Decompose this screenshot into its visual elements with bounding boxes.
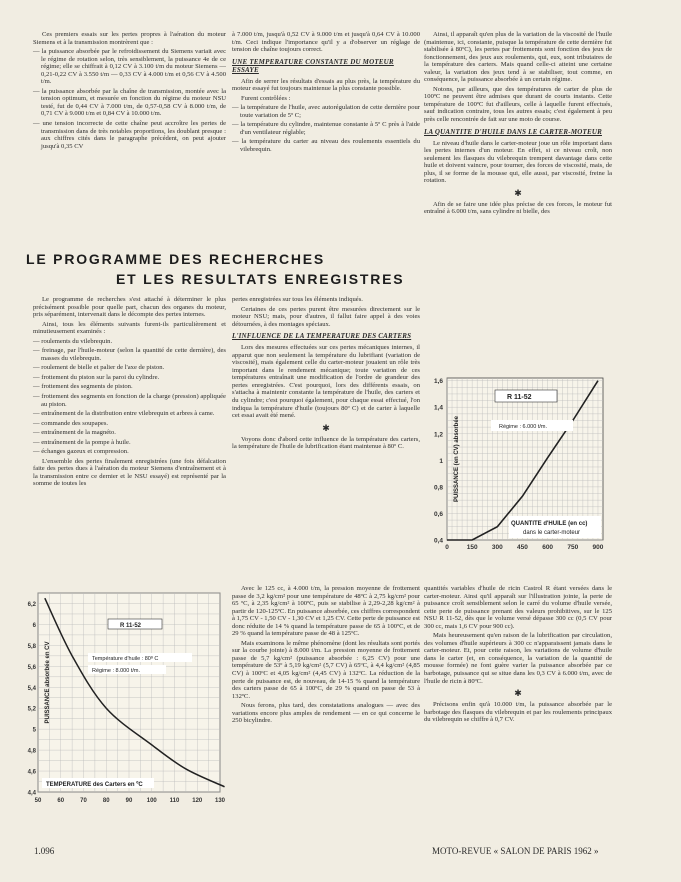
list-item: — entraînement de la magnéto. bbox=[33, 429, 116, 437]
oil-quantity-chart-svg bbox=[413, 368, 613, 560]
y-tick-label: 5,8 bbox=[27, 643, 36, 650]
paragraph: — la puissance absorbée par la chaîne de transmission, montée avec la tension optimum, et mesurée en fonction du régime du moteur NSU testé, fut de 0,44 CV à 7.000 t/m, de 0,57-0,58 CV à 8.000 t/m, de 0,71 CV à 9.000 t/m et 0,84 CV à 10.000 t/m. bbox=[33, 87, 226, 118]
y-tick-label: 5,2 bbox=[27, 706, 36, 713]
paragraph: Mais heureusement qu'en raison de la lubrification par circulation, des volumes d'huile supérieurs à 300 cc n'apparaissent jamais dans le carter-moteur. Et, pour cette raison, les variations de volume d'huile dans le carter (et, en conséquence, la variation de la quantité de mousse formée) ne font guère varier la puissance absorbée par ce barbotage, puissance qui se situe dans les 0,3 CV à 6.000 t/m, avec de l'huile de ricin à 80ºC. bbox=[424, 632, 612, 685]
x-axis-label: TEMPERATURE des Carters en ºC bbox=[46, 782, 143, 788]
x-tick-label: 600 bbox=[542, 544, 554, 551]
paragraph: L'ensemble des pertes finalement enregistrées (une fois défalcation faite des pertes dues à l'aération du moteur Siemens d'entraînement et à la transmission entre ce dernier et le NSU essayé) est représenté par la somme de toutes les bbox=[33, 457, 226, 488]
list-item: — roulements du vilebrequin. bbox=[33, 337, 113, 345]
paragraph: Voyons donc d'abord cette influence de la température des carters, la température de l'huile de lubrification étant maintenue à 80º C. bbox=[232, 435, 420, 451]
paragraph: Ainsi, tous les éléments suivants furent-ils particulièrement et minutieusement examinés : bbox=[33, 320, 226, 336]
y-tick-label: 6 bbox=[32, 622, 36, 629]
col2-bottom bbox=[232, 585, 420, 725]
model-label: R 11-52 bbox=[120, 623, 142, 629]
paragraph: Certaines de ces pertes purent être mesurées directement sur le moteur NSU; mais, pour d'autres, il fallut faire appel à des voies détournées, à des montages spéciaux. bbox=[232, 305, 420, 328]
star-separator: ✱ bbox=[322, 422, 330, 433]
y-tick-label: 1,6 bbox=[433, 378, 443, 386]
paragraph: — la température de l'huile, avec autorégulation de cette dernière pour toute variation de 5º C; bbox=[232, 104, 420, 119]
list-item: — frottement du piston sur la paroi du cylindre. bbox=[33, 373, 160, 381]
y-tick-label: 4,4 bbox=[27, 790, 36, 797]
crankcase-temp-chart-svg bbox=[22, 587, 227, 809]
section-heading: LA QUANTITE D'HUILE DANS LE CARTER-MOTEUR bbox=[424, 127, 602, 136]
x-tick-label: 110 bbox=[169, 798, 180, 804]
paragraph: Le niveau d'huile dans le carter-moteur joue un rôle important dans les pertes internes d'un moteur. En effet, si ce niveau croît, non seulement les flasques du vilebrequin trempent davantage dans cette huile et doivent vaincre, pour tourner, des forces de viscosité, mais, de plus, il se forme de la mousse qui, elle aussi, par viscosité, freine la rotation. bbox=[424, 139, 612, 185]
paragraph: Notons, par ailleurs, que des températures de carter de plus de 100ºC ne peuvent être admises que durant de courts instants. Cette température de 100ºC fut d'ailleurs, celle à laquelle furent effectués, sauf indication contraire, tous les autres essais; c'est également à peu près celle rencontrée de fait sur une moto de course. bbox=[424, 85, 612, 124]
x-tick-label: 900 bbox=[592, 544, 604, 551]
oil-temp-label: Température d'huile : 80º C bbox=[92, 656, 159, 662]
paragraph: Afin de serrer les résultats d'essais au plus près, la température du moteur essayé fut toujours maintenue la plus constante possible. bbox=[232, 77, 420, 93]
y-tick-label: 0,4 bbox=[433, 537, 443, 545]
list-item: — roulement de bielle et palier de l'axe de piston. bbox=[33, 364, 165, 372]
section-heading: L'INFLUENCE DE LA TEMPERATURE DES CARTERS bbox=[232, 332, 412, 341]
paragraph: Ainsi, il apparaît qu'en plus de la variation de la viscosité de l'huile (maintenue, ici, constante, puisque la température de cette dernière fut stabilisée à 80ºC), les pertes par frottements sont fonction des jeux de fonctionnement, des jeux aux roulements, qui, eux, sont tributaires de la température des carters. Mais quand celle-ci atteint une certaine valeur, la variation des jeux tend à se stabiliser, tout comme, en conséquence, la puissance absorbée à un certain régime. bbox=[424, 31, 612, 84]
x-tick-label: 750 bbox=[567, 544, 579, 551]
paragraph: — la température du carter au niveau des roulements essentiels du vilebrequin. bbox=[232, 138, 420, 154]
x-tick-label: 130 bbox=[214, 798, 226, 804]
star-separator: ✱ bbox=[514, 688, 522, 699]
x-tick-label: 450 bbox=[517, 544, 528, 551]
y-tick-label: 5,4 bbox=[27, 685, 36, 692]
article-title-line1: LE PROGRAMME DES RECHERCHES bbox=[26, 251, 326, 267]
list-item: — commande des soupapes. bbox=[33, 419, 109, 427]
col1-top bbox=[33, 31, 226, 150]
paragraph: Nous ferons, plus tard, des constatations analogues — avec des variations encore plus amples de rendement — en ce qui concerne le 250 bicylindre. bbox=[232, 702, 420, 725]
x-tick-label: 90 bbox=[125, 798, 133, 804]
paragraph: Précisons enfin qu'à 10.000 t/m, la puissance absorbée par le barbotage des flasques du vilebrequin et par les roulements principaux du vilebrequin se chiffre à 0,7 CV. bbox=[424, 701, 612, 724]
paragraph: Furent contrôlées : bbox=[241, 94, 291, 102]
paragraph: quantités variables d'huile de ricin Castrol R étant versées dans le carter-moteur. Ainsi qu'il apparaît sur l'illustration jointe, la perte de puissance croît sensiblement selon le carré du volume d'huile versée, cette perte de puissance prenant des valeurs prohibitives, sur le 125 NSU R 11-52, dès que le volume versé dépasse 300 cc (0,5 CV pour 300 cc, mais 1,6 CV pour 900 cc). bbox=[424, 585, 612, 630]
list-item: — entraînement de la pompe à huile. bbox=[33, 438, 131, 446]
y-tick-label: 1 bbox=[439, 457, 443, 465]
y-tick-label: 0,6 bbox=[433, 510, 443, 518]
crankcase-temp-chart bbox=[22, 587, 227, 809]
x-axis-label: dans le carter-moteur bbox=[523, 530, 581, 536]
paragraph: pertes enregistrées sur tous les éléments indiqués. bbox=[232, 296, 363, 303]
oil-quantity-chart bbox=[413, 368, 613, 560]
page-number: 1.096 bbox=[34, 846, 55, 856]
x-tick-label: 0 bbox=[445, 544, 449, 551]
y-tick-label: 5 bbox=[32, 727, 36, 734]
col3-bottom bbox=[424, 585, 612, 724]
paragraph: à 7.000 t/m, jusqu'à 0,52 CV à 9.000 t/m et jusqu'à 0,64 CV à 10.000 t/m. Ceci indique l'importance qu'il y a d'observer un réglage de tension de chaîne toujours correct. bbox=[232, 31, 420, 54]
x-tick-label: 100 bbox=[146, 798, 157, 804]
regime-label: Régime : 6.000 t/m. bbox=[499, 424, 547, 430]
list-item: — entraînement de la distribution entre vilebrequin et arbres à came. bbox=[33, 410, 215, 418]
paragraph: Mais examinons le même phénomène (dont les résultats sont portés sur la courbe jointe) à 8.000 t/m. La pression moyenne de frottement passe de 5,7 kg/cm² (puissance absorbée : 6,25 CV) pour une température de 53º à 5,19 kg/cm² (5,7 CV) à 65ºC, à 4,4 kg/cm² (4,85 CV) à 100ºC et 4,05 kg/cm² (4,45 CV) à 132ºC. La réduction de la perte de puissance est, de nouveau, de 14-15 % quand la température des carters passe de 65 à 100ºC, de 29 % quand on passe de 53 à 132ºC. bbox=[232, 639, 420, 700]
y-tick-label: 0,8 bbox=[433, 484, 443, 492]
paragraph: — la puissance absorbée par le refroidissement du Siemens variait avec le régime de rotation selon, très sensiblement, la puissance 4e de ce régime; elle se chiffrait à 0,12 CV à 3.100 t/m du moteur Siemens — 0,21-0,22 CV à 3.550 t/m — 0,33 CV à 4.000 t/m et 0,56 CV à 4.500 t/m. bbox=[33, 48, 226, 86]
list-item: — freinage, par l'huile-moteur (selon la quantité de cette dernière), des masses du vilebrequin. bbox=[33, 347, 226, 362]
list-item: — frottement des segments en fonction de la charge (pression) appliquée au piston. bbox=[33, 393, 226, 408]
paragraph: Avec le 125 cc, à 4.000 t/m, la pression moyenne de frottement passe de 3,2 kg/cm² pour une température de 48ºC à 2,75 kg/cm² pour 65 ºC, à 2,35 kg/cm² à 100ºC, puis se stabilise à 2,29-2,28 kg/cm² à partir de 120-125ºC. En puissance absorbée, ces chiffres correspondent à 1,75 CV - 1,50 CV - 1,30 CV et 1,25 CV. Cette perte de puissance est donc réduite de 14 % quand la température passe de 65 à 100ºC, et de 29 % quand la température passe de 48 à 125ºC. bbox=[232, 585, 420, 638]
model-label: R 11-52 bbox=[507, 394, 532, 401]
magazine-footer: MOTO-REVUE « SALON DE PARIS 1962 » bbox=[432, 846, 599, 856]
y-tick-label: 6,2 bbox=[27, 601, 36, 608]
x-tick-label: 120 bbox=[192, 798, 203, 804]
x-tick-label: 60 bbox=[57, 798, 65, 804]
y-tick-label: 5,6 bbox=[27, 664, 36, 671]
x-tick-label: 150 bbox=[466, 544, 478, 551]
x-tick-label: 300 bbox=[491, 544, 503, 551]
col2-mid bbox=[232, 296, 420, 451]
col3-top bbox=[424, 31, 612, 216]
y-tick-label: 4,6 bbox=[27, 769, 36, 776]
paragraph: — une tension incorrecte de cette chaîne peut accroître les pertes de transmission dans de très notables proportions, les doublant presque : aux chiffres cités dans le paragraphe précédent, on peut ajouter jusqu'à 0,35 CV bbox=[33, 120, 226, 150]
star-separator: ✱ bbox=[514, 187, 522, 198]
paragraph: Ces premiers essais sur les pertes propres à l'aération du moteur Siemens et à la transmission montrèrent que : bbox=[33, 31, 226, 46]
col2-top bbox=[232, 31, 420, 154]
y-tick-label: 4,8 bbox=[27, 748, 36, 755]
y-axis-label: PUISSANCE absorbée en CV bbox=[45, 641, 51, 724]
y-tick-label: 1,2 bbox=[433, 431, 443, 439]
paragraph: Le programme de recherches s'est attaché à déterminer le plus précisément possible pour quelle part, chacun des organes du moteur, pris séparément, intervenait dans le décompte des pertes internes. bbox=[33, 296, 226, 319]
x-tick-label: 80 bbox=[102, 798, 110, 804]
list-item: — échanges gazeux et compression. bbox=[33, 448, 129, 456]
list-item: — frottement des segments de piston. bbox=[33, 383, 133, 391]
x-axis-label: QUANTITE d'HUILE (en cc) bbox=[511, 521, 588, 527]
x-tick-label: 70 bbox=[80, 798, 87, 804]
paragraph: Lors des mesures effectuées sur ces pertes mécaniques internes, il apparut que non seulement la température du lubrifiant (variation de viscosité), mais également celle du carter-moteur jouaient un rôle très important dans le rendement mécanique; toute variation de ces températures entraînait une modification de l'ordre de grandeur des pertes enregistrées. C'est pourquoi, lors des différents essais, on s'attacha à maintenir constante la température de l'huile, des carters et du cylindre; c'est pourquoi également, pour chaque essai effectué, l'on indiqua la température d'huile (toujours 80º C) et de carter à laquelle cet essai avait été mené. bbox=[232, 344, 420, 420]
y-tick-label: 1,4 bbox=[433, 404, 443, 412]
section-heading: UNE TEMPERATURE CONSTANTE DU MOTEUR ESSAYE bbox=[232, 57, 394, 74]
regime-label: Régime : 8.000 t/m. bbox=[92, 668, 140, 674]
y-axis-label: PUISSANCE (en CV) absorbée bbox=[454, 415, 460, 503]
col1-mid bbox=[33, 296, 226, 488]
paragraph: — la température du cylindre, maintenue constante à 5º C près à l'aide d'un ventilateur réglable; bbox=[232, 121, 420, 136]
article-title-line2: ET LES RESULTATS ENREGISTRES bbox=[116, 271, 405, 287]
x-tick-label: 50 bbox=[34, 798, 42, 804]
paragraph: Afin de se faire une idée plus précise de ces forces, le moteur fut entraîné à 6.000 t/m, sans cylindre ni bielle, des bbox=[424, 200, 612, 216]
